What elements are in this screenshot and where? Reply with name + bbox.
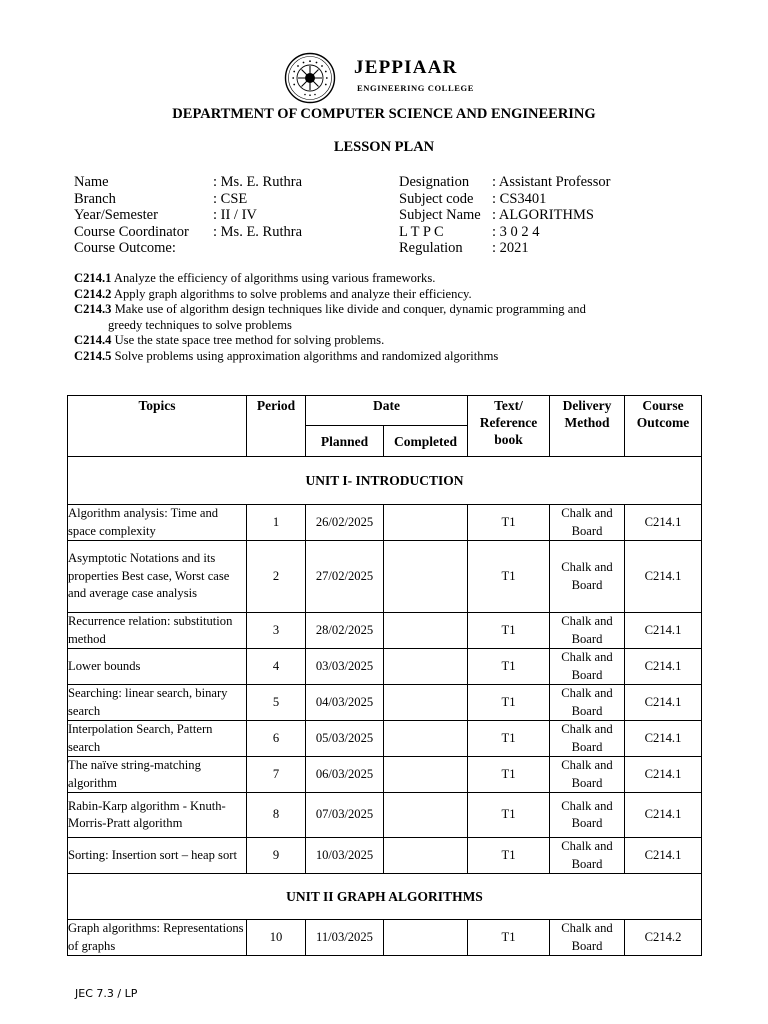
cell-delivery: Chalk and Board <box>550 541 625 613</box>
info-row <box>399 240 699 257</box>
outcome-text: Apply graph algorithms to solve problems and analyze their efficiency. <box>111 286 472 301</box>
info-row <box>399 224 699 241</box>
cell-delivery: Chalk and Board <box>550 721 625 757</box>
outcome-text: Solve problems using approximation algorithms and randomized algorithms <box>111 348 499 363</box>
cell-completed <box>384 505 468 541</box>
outcome-line <box>74 318 693 334</box>
info-value: : Ms. E. Ruthra <box>213 174 303 190</box>
cell-completed <box>384 920 468 956</box>
outcome-code: C214.4 <box>74 333 112 347</box>
cell-delivery: Chalk and Board <box>550 649 625 685</box>
cell-planned: 06/03/2025 <box>306 757 384 793</box>
cell-period: 8 <box>247 793 306 838</box>
cell-reference: T1 <box>468 920 550 956</box>
header-course-outcome: Course Outcome <box>625 396 702 457</box>
info-row <box>74 174 374 191</box>
cell-reference: T1 <box>468 505 550 541</box>
info-value: : 3 0 2 4 <box>492 223 540 240</box>
cell-delivery: Chalk and Board <box>550 685 625 721</box>
cell-topic: Searching: linear search, binary search <box>68 685 247 721</box>
cell-planned: 03/03/2025 <box>306 649 384 685</box>
cell-topic: Interpolation Search, Pattern search <box>68 721 247 757</box>
cell-delivery: Chalk and Board <box>550 505 625 541</box>
table-row <box>68 649 702 685</box>
table-row <box>68 920 702 956</box>
header-completed: Completed <box>384 426 468 457</box>
course-outcomes <box>74 271 693 364</box>
cell-topic: Rabin-Karp algorithm - Knuth-Morris-Pratt algorithm <box>68 793 247 838</box>
outcome-text: Make use of algorithm design techniques like divide and conquer, dynamic programming and <box>111 302 586 316</box>
cell-period: 7 <box>247 757 306 793</box>
cell-completed <box>384 838 468 874</box>
header-topics: Topics <box>68 396 247 457</box>
info-label: Course Coordinator <box>74 223 189 240</box>
info-row <box>399 191 699 208</box>
cell-completed <box>384 757 468 793</box>
cell-delivery: Chalk and Board <box>550 793 625 838</box>
cell-period: 4 <box>247 649 306 685</box>
info-row <box>399 174 699 191</box>
cell-planned: 28/02/2025 <box>306 613 384 649</box>
cell-outcome: C214.1 <box>625 613 702 649</box>
cell-reference: T1 <box>468 757 550 793</box>
header-delivery-method: Delivery Method <box>550 396 625 457</box>
cell-topic: Graph algorithms: Representations of graphs <box>68 920 247 956</box>
cell-outcome: C214.1 <box>625 721 702 757</box>
cell-outcome: C214.1 <box>625 838 702 874</box>
cell-planned: 26/02/2025 <box>306 505 384 541</box>
cell-completed <box>384 541 468 613</box>
info-right <box>399 174 699 257</box>
cell-planned: 27/02/2025 <box>306 541 384 613</box>
header-text-reference: Text/ Reference book <box>468 396 550 457</box>
outcome-line <box>74 271 693 287</box>
table-row <box>68 721 702 757</box>
cell-outcome: C214.1 <box>625 649 702 685</box>
cell-topic: Algorithm analysis: Time and space complexity <box>68 505 247 541</box>
cell-reference: T1 <box>468 838 550 874</box>
cell-topic: Sorting: Insertion sort – heap sort <box>68 838 247 874</box>
info-value: : CS3401 <box>492 190 547 207</box>
cell-planned: 10/03/2025 <box>306 838 384 874</box>
footer-code: JEC 7.3 / LP <box>75 987 138 1000</box>
info-label: Branch <box>74 190 116 207</box>
table-row <box>68 793 702 838</box>
cell-period: 2 <box>247 541 306 613</box>
outcome-text: greedy techniques to solve problems <box>108 317 292 332</box>
college-logo <box>284 52 494 104</box>
info-label: Course Outcome: <box>74 240 176 257</box>
info-label: Year/Semester <box>74 207 158 224</box>
cell-period: 1 <box>247 505 306 541</box>
info-label: Subject code <box>399 190 474 207</box>
outcome-text: Analyze the efficiency of algorithms using various frameworks. <box>111 271 436 285</box>
cell-period: 5 <box>247 685 306 721</box>
outcome-code: C214.2 <box>74 286 112 301</box>
info-label: Designation <box>399 174 470 190</box>
outcome-line <box>74 302 693 318</box>
cell-planned: 05/03/2025 <box>306 721 384 757</box>
outcome-line <box>74 349 693 365</box>
info-row <box>74 191 374 208</box>
info-value: : Ms. E. Ruthra <box>213 223 303 240</box>
cell-completed <box>384 649 468 685</box>
cell-outcome: C214.1 <box>625 541 702 613</box>
cell-reference: T1 <box>468 793 550 838</box>
header-planned: Planned <box>306 426 384 457</box>
cell-outcome: C214.1 <box>625 685 702 721</box>
unit-row <box>68 874 702 920</box>
info-value: : CSE <box>213 190 248 207</box>
cell-delivery: Chalk and Board <box>550 838 625 874</box>
unit-1-title: UNIT I- INTRODUCTION <box>68 457 702 505</box>
info-label: Subject Name <box>399 207 481 224</box>
lesson-plan-table <box>67 395 702 956</box>
info-row <box>74 240 374 257</box>
outcome-text: Use the state space tree method for solving problems. <box>111 333 385 347</box>
header-period: Period <box>247 396 306 457</box>
info-value: : ALGORITHMS <box>492 207 594 224</box>
college-subtitle: ENGINEERING COLLEGE <box>357 83 474 93</box>
document-title: LESSON PLAN <box>333 139 435 155</box>
unit-2-title: UNIT II GRAPH ALGORITHMS <box>68 874 702 920</box>
table-row <box>68 685 702 721</box>
cell-reference: T1 <box>468 721 550 757</box>
cell-outcome: C214.1 <box>625 757 702 793</box>
cell-reference: T1 <box>468 541 550 613</box>
cell-period: 3 <box>247 613 306 649</box>
table-row <box>68 541 702 613</box>
cell-delivery: Chalk and Board <box>550 920 625 956</box>
cell-planned: 07/03/2025 <box>306 793 384 838</box>
cell-outcome: C214.1 <box>625 793 702 838</box>
info-value: : II / IV <box>213 207 257 224</box>
outcome-line <box>74 333 693 349</box>
outcome-code: C214.5 <box>74 348 112 363</box>
cell-completed <box>384 613 468 649</box>
department-title: DEPARTMENT OF COMPUTER SCIENCE AND ENGINEERING <box>172 106 596 122</box>
cell-topic: The naïve string-matching algorithm <box>68 757 247 793</box>
info-value: : 2021 <box>492 240 529 257</box>
info-label: L T P C <box>399 223 444 240</box>
cell-delivery: Chalk and Board <box>550 613 625 649</box>
cell-period: 10 <box>247 920 306 956</box>
cell-reference: T1 <box>468 649 550 685</box>
table-row <box>68 757 702 793</box>
info-value: : Assistant Professor <box>492 174 611 190</box>
outcome-line <box>74 287 693 303</box>
cell-topic: Asymptotic Notations and its properties Best case, Worst case and average case analysis <box>68 541 247 613</box>
info-left <box>74 174 374 257</box>
cell-completed <box>384 685 468 721</box>
college-name: JEPPIAAR <box>354 57 458 78</box>
table-row <box>68 505 702 541</box>
cell-period: 6 <box>247 721 306 757</box>
outcome-code: C214.1 <box>74 271 112 285</box>
cell-reference: T1 <box>468 685 550 721</box>
header-date: Date <box>306 396 468 426</box>
cell-planned: 04/03/2025 <box>306 685 384 721</box>
cell-reference: T1 <box>468 613 550 649</box>
cell-outcome: C214.1 <box>625 505 702 541</box>
cell-outcome: C214.2 <box>625 920 702 956</box>
cell-period: 9 <box>247 838 306 874</box>
info-label: Name <box>74 174 109 190</box>
info-label: Regulation <box>399 240 463 257</box>
info-row <box>74 207 374 224</box>
info-row <box>74 224 374 241</box>
table-row <box>68 838 702 874</box>
cell-completed <box>384 793 468 838</box>
cell-delivery: Chalk and Board <box>550 757 625 793</box>
cell-planned: 11/03/2025 <box>306 920 384 956</box>
outcome-code: C214.3 <box>74 302 112 316</box>
cell-topic: Recurrence relation: substitution method <box>68 613 247 649</box>
cell-topic: Lower bounds <box>68 649 247 685</box>
college-seal-icon <box>284 52 336 104</box>
table-row <box>68 613 702 649</box>
cell-completed <box>384 721 468 757</box>
info-row <box>399 207 699 224</box>
